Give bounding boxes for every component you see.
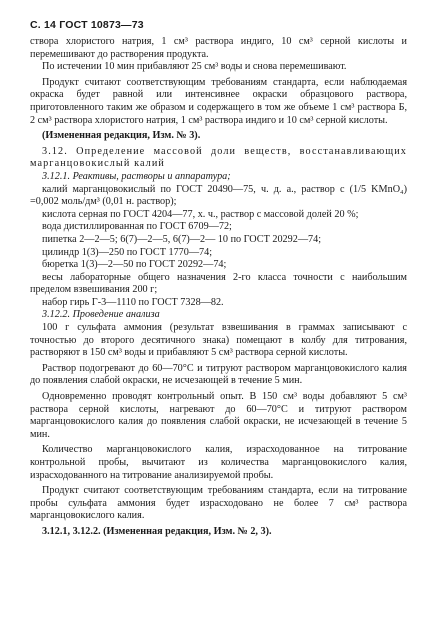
paragraph: 100 г сульфата аммония (результат взвешивания в граммах записывают с точностью до второго десятичного знака) помещают в колбу для титрования, растворяют в 150 см³ воды и прибавляют 5 см³ раствора серной кислоты.	[30, 322, 407, 359]
list-item: набор гирь Г-3—1110 по ГОСТ 7328—82.	[42, 296, 224, 308]
list-item: весы лабораторные общего назначения 2-го класса точности с наибольшим пределом взвешивания 200 г;	[30, 271, 407, 296]
list-item: цилиндр 1(3)—250 по ГОСТ 1770—74;	[42, 246, 213, 258]
paragraph: Одновременно проводят контрольный опыт. В 150 см³ воды добавляют 5 см³ раствора серной кислоты, нагревают до 60—70°С и титруют раствором марганцовокислого калия до появления слабой окраски, не исчезающей в течение 5 мин.	[30, 391, 407, 440]
list-item: кислота серная по ГОСТ 4204—77, х. ч., раствор с массовой долей 20 %;	[42, 208, 359, 220]
list-item: вода дистиллированная по ГОСТ 6709—72;	[42, 221, 232, 233]
section-heading: 3.12. Определение массовой доли веществ, восстанавливающих марганцовокислый калий	[30, 145, 407, 170]
paragraph: Продукт считают соответствующим требованиям стандарта, если наблюдаемая окраска будет равной или интенсивнее окраски образцового раствора, приготовленного таким же образом и содержащего в том же объеме 1 см³ раствора Б, 2 см³ раствора хлористого натрия, 1 см³ раствора индиго и 10 см³ серной кислоты.	[30, 76, 407, 126]
list-item: пипетка 2—2—5; 6(7)—2—5, 6(7)—2— 10 по ГОСТ 20292—74;	[42, 233, 322, 245]
paragraph: створа хлористого натрия, 1 см³ раствора индиго, 10 см³ серной кислоты и перемешивают до растворения продукта.	[30, 36, 407, 60]
amendment-note: (Измененная редакция, Изм. № 3).	[42, 130, 201, 142]
subsection-heading: 3.12.2. Проведение анализа	[42, 309, 160, 321]
paragraph: Количество марганцовокислого калия, израсходованное на титрование контрольной пробы, вычитают из количества марганцовокислого калия, израсходованного на титрование анализируемой пробы.	[30, 444, 407, 481]
page-header: С. 14 ГОСТ 10873—73	[30, 19, 144, 31]
list-item: калий марганцовокислый по ГОСТ 20490—75, ч. д. а., раствор с (1/5 KMnO₄) =0,002 моль/дм³ (0,01 н. раствор);	[30, 183, 407, 208]
amendment-note: 3.12.1, 3.12.2. (Измененная редакция, Изм. № 2, 3).	[42, 525, 272, 537]
paragraph: По истечении 10 мин прибавляют 25 см³ воды и снова перемешивают.	[42, 61, 347, 73]
subsection-heading: 3.12.1. Реактивы, растворы и аппаратура;	[42, 170, 231, 182]
document-page	[30, 14, 407, 539]
paragraph: Раствор подогревают до 60—70°С и титруют раствором марганцовокислого калия до появления слабой окраски, не исчезающей в течение 5 мин.	[30, 362, 407, 387]
paragraph: Продукт считают соответствующим требованиям стандарта, если на титрование пробы сульфата аммония будет израсходовано не более 7 см³ раствора марганцовокислого калия.	[30, 485, 407, 522]
list-item: бюретка 1(3)—2—50 по ГОСТ 20292—74;	[42, 259, 227, 271]
